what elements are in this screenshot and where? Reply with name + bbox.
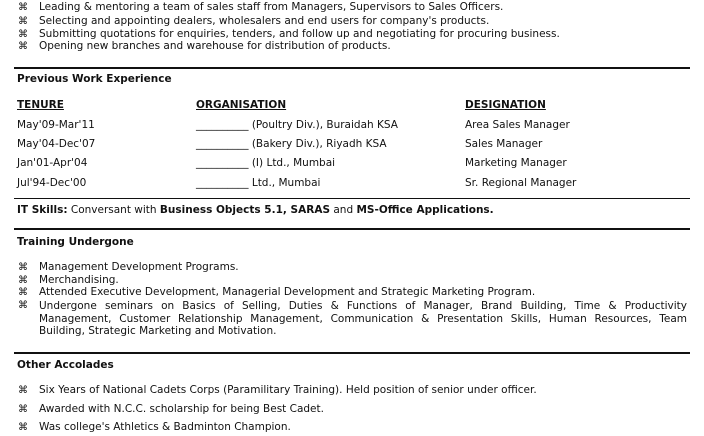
list-item-text: Six Years of National Cadets Corps (Paramilitary Training). Held position of senior under officer.: [39, 384, 537, 396]
tenure-cell: May'09-Mar'11: [17, 119, 95, 131]
list-item-text: Undergone seminars on Basics of Selling, Duties & Functions of Manager, Brand Building, Time & Productivity Management, Customer Relationship Management, Communication & Presentation Skills, Human Resources, Team Building, Strategic Marketing and Motivation.: [39, 300, 687, 337]
list-item-text: Was college's Athletics & Badminton Champion.: [39, 421, 291, 433]
section-heading-training: Training Undergone: [17, 236, 134, 248]
organisation-cell: __________ (I) Ltd., Mumbai: [196, 157, 336, 169]
designation-cell: Marketing Manager: [465, 157, 567, 169]
organisation-cell: __________ Ltd., Mumbai: [196, 177, 321, 189]
it-skills-bold: Business Objects 5.1, SARAS: [159, 204, 331, 216]
organisation-cell: __________ (Poultry Div.), Buraidah KSA: [196, 119, 398, 131]
bullet-icon: ⌘: [18, 422, 28, 433]
column-header-designation: DESIGNATION: [465, 99, 546, 111]
tenure-cell: Jul'94-Dec'00: [17, 177, 87, 189]
bullet-icon: ⌘: [18, 262, 28, 273]
designation-cell: Area Sales Manager: [465, 119, 570, 131]
section-divider: [14, 67, 690, 69]
bullet-icon: ⌘: [18, 275, 28, 286]
section-divider: [14, 198, 690, 199]
it-skills-line: [17, 204, 494, 216]
bullet-icon: ⌘: [18, 41, 28, 52]
list-item-text: Opening new branches and warehouse for distribution of products.: [39, 40, 391, 52]
bullet-icon: ⌘: [18, 300, 28, 311]
it-skills-label: IT Skills:: [17, 204, 68, 216]
column-header-tenure: TENURE: [17, 99, 64, 111]
list-item-text: Submitting quotations for enquiries, tenders, and follow up and negotiating for procuring business.: [39, 28, 560, 40]
organisation-cell: __________ (Bakery Div.), Riyadh KSA: [196, 138, 387, 150]
it-skills-text: and: [330, 204, 357, 216]
list-item-text: Leading & mentoring a team of sales staff from Managers, Supervisors to Sales Officers.: [39, 1, 504, 13]
list-item-text: Attended Executive Development, Managerial Development and Strategic Marketing Program.: [39, 286, 536, 298]
bullet-icon: ⌘: [18, 16, 28, 27]
list-item-text: Selecting and appointing dealers, wholesalers and end users for company's products.: [39, 15, 490, 27]
section-heading-accolades: Other Accolades: [17, 359, 114, 371]
bullet-icon: ⌘: [18, 404, 28, 415]
list-item-text: Merchandising.: [39, 274, 119, 286]
it-skills-text: Conversant with: [67, 204, 160, 216]
tenure-cell: May'04-Dec'07: [17, 138, 96, 150]
bullet-icon: ⌘: [18, 385, 28, 396]
column-header-organisation: ORGANISATION: [196, 99, 287, 111]
section-divider: [14, 352, 690, 354]
list-item-text: Management Development Programs.: [39, 261, 239, 273]
tenure-cell: Jan'01-Apr'04: [17, 157, 88, 169]
section-divider: [14, 228, 690, 230]
bullet-icon: ⌘: [18, 29, 28, 40]
section-heading-work: Previous Work Experience: [17, 73, 172, 85]
list-item-text: Awarded with N.C.C. scholarship for being Best Cadet.: [39, 403, 324, 415]
it-skills-bold: MS-Office Applications.: [356, 204, 494, 216]
bullet-icon: ⌘: [18, 287, 28, 298]
designation-cell: Sr. Regional Manager: [465, 177, 577, 189]
designation-cell: Sales Manager: [465, 138, 543, 150]
bullet-icon: ⌘: [18, 2, 28, 13]
